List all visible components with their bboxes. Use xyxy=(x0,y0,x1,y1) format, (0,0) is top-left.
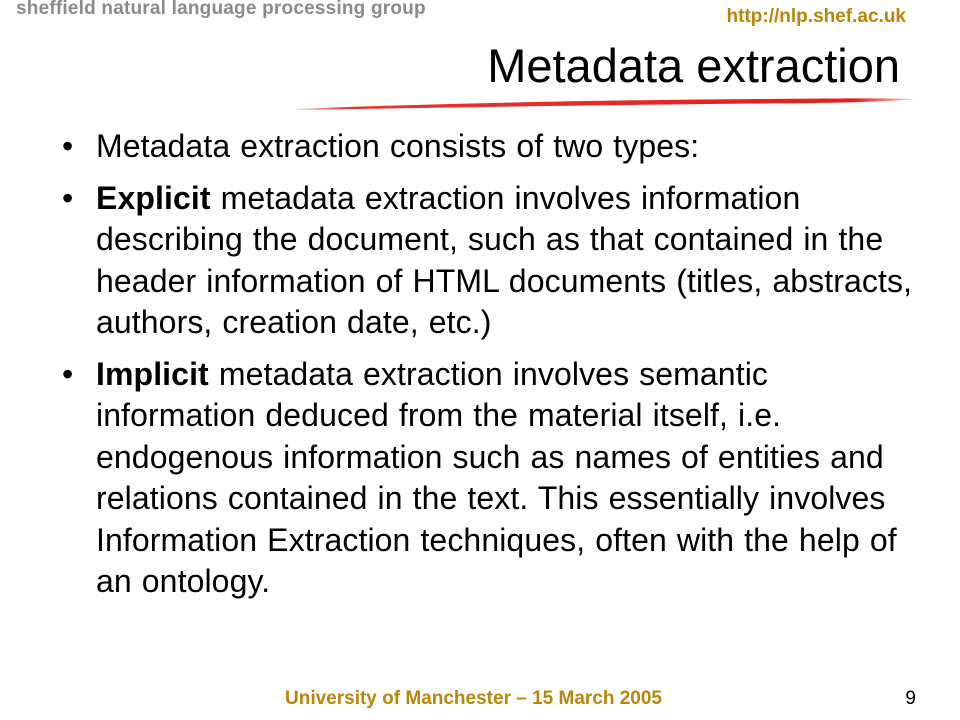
bullet-item xyxy=(62,354,922,603)
bullet-text: metadata extraction involves semantic information deduced from the material itself, i.e. endogenous information such as names of entities and relations contained in the text. This essentially involves Information Extraction techniques, often with the help of an ontology. xyxy=(96,355,897,599)
bullet-dot: • xyxy=(62,179,74,216)
bullet-bold-term: Implicit xyxy=(96,355,209,392)
header-url: http://nlp.shef.ac.uk xyxy=(726,6,906,27)
slide-title: Metadata extraction xyxy=(487,39,900,92)
page-number: 9 xyxy=(905,688,916,709)
bullet-text: Metadata extraction consists of two types: xyxy=(96,128,700,164)
bullet-item xyxy=(62,126,922,168)
bullet-bold-term: Explicit xyxy=(96,179,211,216)
red-swoosh-underline xyxy=(296,93,916,115)
group-name-logo: sheffield natural language processing group xyxy=(16,0,426,19)
bullet-dot: • xyxy=(62,355,74,392)
bullet-list xyxy=(62,126,922,613)
bullet-item xyxy=(62,178,922,344)
footer-text: University of Manchester – 15 March 2005 xyxy=(285,688,663,709)
bullet-dot: • xyxy=(62,128,74,164)
bullet-text: metadata extraction involves information describing the document, such as that contained in the header information of HTML documents (titles, abstracts, authors, creation date, etc.) xyxy=(96,179,913,340)
